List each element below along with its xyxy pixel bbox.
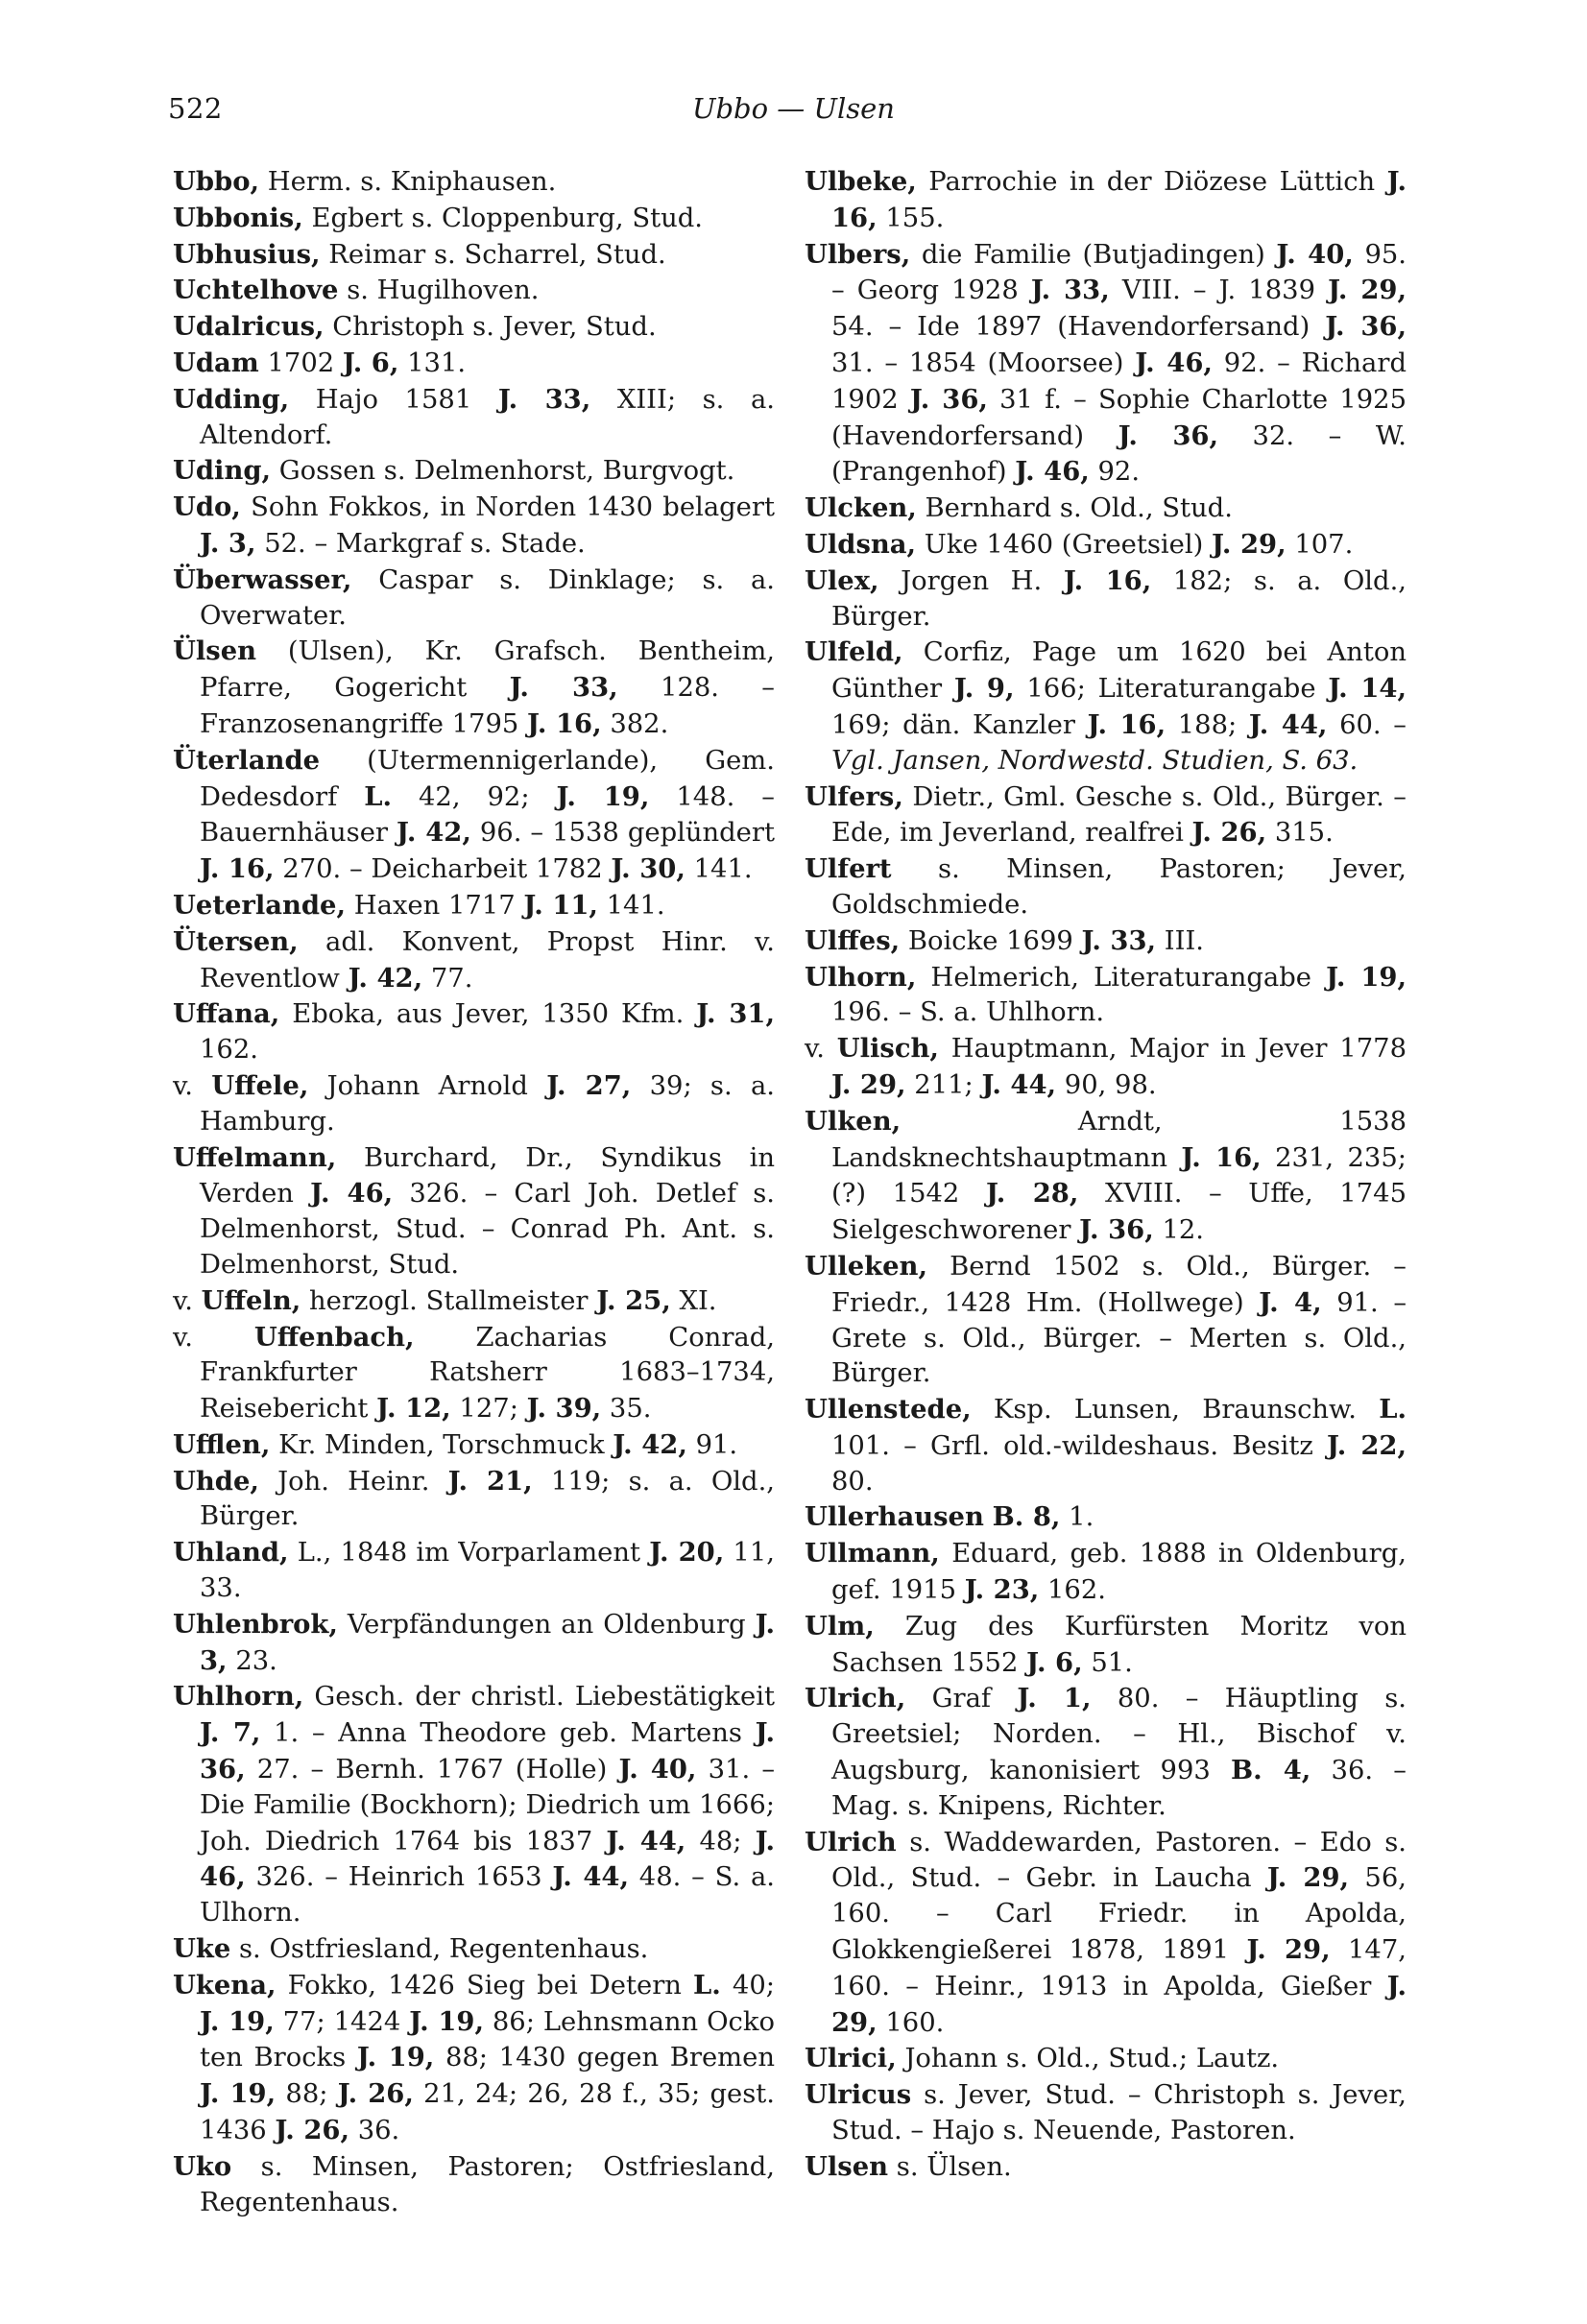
- index-entry: [805, 2077, 1407, 2149]
- entry-text: s. Ostfriesland, Regentenhaus.: [230, 1934, 649, 1965]
- entry-keyword: Ulricus: [805, 2079, 912, 2111]
- entry-keyword: J. 16,: [1087, 708, 1166, 740]
- entry-keyword: J. 27,: [546, 1069, 632, 1101]
- entry-text: 119; s. a. Old., Bürger.: [200, 1466, 775, 1532]
- entry-keyword: J. 33,: [509, 672, 618, 704]
- entry-keyword: Uhlhorn,: [173, 1681, 304, 1713]
- entry-keyword: Ulfert: [805, 853, 892, 885]
- index-entry: [805, 491, 1407, 527]
- entry-keyword: Uding,: [173, 455, 272, 487]
- entry-keyword: Ullenstede,: [805, 1394, 972, 1426]
- entry-keyword: J. 29,: [1246, 1934, 1331, 1966]
- entry-keyword: J. 3,: [200, 527, 256, 559]
- entry-text: v.: [173, 1322, 254, 1353]
- entry-text: 48. – S. a. Ulhorn.: [200, 1862, 775, 1929]
- index-entry: [173, 1679, 775, 1931]
- index-entry: [805, 527, 1407, 563]
- entry-keyword: J. 44,: [1248, 708, 1328, 740]
- entry-text: 92. – Richard 1902: [831, 347, 1407, 415]
- index-entry: [805, 923, 1407, 960]
- entry-keyword: Ueterlande,: [173, 889, 347, 921]
- entry-keyword: J. 33,: [497, 383, 591, 415]
- entry-keyword: Ulisch,: [836, 1033, 939, 1065]
- entry-text: Burchard, Dr., Syndikus in Verden: [200, 1142, 775, 1210]
- entry-keyword: Üterlande: [173, 744, 321, 776]
- entry-text: 77; 1424: [274, 2006, 410, 2037]
- entry-keyword: Udam: [173, 347, 259, 378]
- index-entry: [173, 1320, 775, 1427]
- index-entry: [173, 237, 775, 274]
- entry-text: 52. – Markgraf s. Stade.: [255, 528, 586, 559]
- entry-keyword: J. 11,: [523, 889, 598, 921]
- entry-text: Johann s. Old., Stud.; Lautz.: [896, 2044, 1280, 2074]
- entry-keyword: L.: [364, 780, 392, 812]
- entry-keyword: J. 46,: [1135, 347, 1213, 378]
- entry-text: s. Minsen, Pastoren; Ostfriesland, Regentenhaus.: [200, 2151, 775, 2217]
- entry-text: Johann Arnold: [308, 1070, 547, 1101]
- entry-keyword: Ubbo,: [173, 166, 259, 197]
- entry-keyword: Ulsen: [805, 2150, 889, 2182]
- entry-text: 86; Lehnsmann Ocko ten Brocks: [200, 2006, 775, 2073]
- entry-text: 141.: [597, 890, 665, 921]
- index-entry: [173, 1607, 775, 1680]
- entry-text: (Utermennigerlande), Gem. Dedesdorf: [200, 745, 775, 812]
- entry-text: adl. Konvent, Propst Hinr. v. Reventlow: [200, 926, 775, 994]
- entry-text: Vgl. Jansen, Nordwestd. Studien, S. 63.: [831, 745, 1359, 776]
- entry-text: 91. – Grete s. Old., Bürger. – Merten s. Old., Bürger.: [831, 1287, 1407, 1389]
- entry-text: XIII; s. a. Altendorf.: [200, 384, 776, 450]
- entry-text: Haxen 1717: [346, 890, 524, 921]
- index-entry: [173, 634, 775, 742]
- entry-keyword: B. 4,: [1231, 1755, 1311, 1786]
- entry-keyword: Ulex,: [805, 564, 879, 596]
- entry-keyword: Ullerhausen: [805, 1501, 984, 1533]
- entry-text: Ksp. Lunsen, Braunschw.: [971, 1395, 1380, 1426]
- entry-keyword: Udo,: [173, 491, 241, 523]
- entry-text: 54. – Ide 1897 (Havendorfersand): [831, 312, 1326, 343]
- entry-keyword: Ullmann,: [805, 1538, 940, 1569]
- index-entry: [173, 164, 775, 201]
- index-entry: [173, 563, 775, 635]
- index-entry: [173, 1068, 775, 1140]
- entry-text: 95. – Georg 1928: [831, 239, 1407, 306]
- entry-text: 211;: [905, 1069, 982, 1100]
- entry-keyword: J. 30,: [611, 853, 685, 885]
- index-entry: [173, 1140, 775, 1283]
- entry-text: 91.: [686, 1429, 738, 1460]
- entry-keyword: J. 46,: [310, 1178, 394, 1210]
- entry-text: 35.: [601, 1394, 652, 1425]
- entry-text: (Ulsen), Kr. Grafsch. Bentheim, Pfarre, Gogericht: [200, 636, 775, 704]
- entry-text: Gesch. der christl. Liebestätigkeit: [303, 1682, 775, 1713]
- entry-text: Bernhard s. Old., Stud.: [916, 493, 1233, 524]
- entry-keyword: J. 33,: [1030, 275, 1110, 306]
- entry-text: Dietr., Gml. Gesche s. Old., Bürger. – Ede, im Jeverland, realfrei: [831, 781, 1407, 849]
- entry-text: 182; s. a. Old., Bürger.: [831, 565, 1407, 632]
- entry-text: Zug des Kurfürsten Moritz von Sachsen 1552: [831, 1611, 1407, 1678]
- entry-keyword: J. 20,: [649, 1537, 725, 1569]
- entry-keyword: Ulbers,: [805, 238, 911, 270]
- entry-text: 1. – Anna Theodore geb. Martens: [260, 1718, 756, 1749]
- entry-text: 169; dän. Kanzler: [831, 709, 1088, 740]
- entry-text: 80.: [831, 1466, 874, 1497]
- entry-text: 1702: [258, 347, 343, 378]
- entry-keyword: Ubhusius,: [173, 238, 321, 270]
- entry-text: v.: [805, 1034, 837, 1065]
- entry-keyword: Ulffes,: [805, 924, 901, 956]
- entry-text: Caspar s. Dinklage; s. a. Overwater.: [200, 564, 775, 631]
- index-entry: [173, 490, 775, 563]
- entry-text: Jorgen H.: [878, 565, 1064, 596]
- index-entry: [173, 382, 775, 454]
- entry-text: VIII. – J. 1839: [1109, 276, 1329, 306]
- index-entry: [805, 1499, 1407, 1536]
- entry-text: L., 1848 im Vorparlament: [288, 1538, 650, 1569]
- entry-text: 11, 33.: [200, 1538, 775, 1604]
- entry-keyword: J. 44,: [981, 1068, 1057, 1100]
- entry-keyword: J. 36,: [200, 1717, 776, 1785]
- entry-keyword: J. 19,: [356, 2042, 435, 2073]
- entry-text: s. Ülsen.: [888, 2151, 1012, 2182]
- entry-text: 141.: [685, 854, 753, 885]
- entry-text: 42, 92;: [392, 781, 557, 812]
- entry-text: 31 f. – Sophie Charlotte 1925 (Havendorfersand): [831, 384, 1407, 451]
- entry-keyword: J. 16,: [527, 707, 602, 739]
- entry-keyword: J. 42,: [613, 1428, 687, 1460]
- entry-keyword: Überwasser,: [173, 563, 352, 595]
- entry-text: 92.: [1089, 457, 1141, 488]
- entry-text: Verpfändungen an Oldenburg: [337, 1609, 756, 1640]
- entry-keyword: J. 44,: [606, 1825, 686, 1857]
- entry-keyword: Ulken,: [805, 1105, 902, 1137]
- entry-text: Reimar s. Scharrel, Stud.: [320, 239, 666, 270]
- entry-keyword: J. 21,: [447, 1465, 533, 1497]
- entry-keyword: Ulrich,: [805, 1683, 906, 1714]
- entry-text: v.: [173, 1070, 212, 1101]
- entry-keyword: J. 42,: [397, 817, 471, 849]
- entry-text: 27. – Bernh. 1767 (Holle): [245, 1755, 619, 1785]
- entry-text: 147, 160. – Heinr., 1913 in Apolda, Gießer: [831, 1935, 1407, 2001]
- entry-keyword: Ukena,: [173, 1969, 277, 2001]
- entry-keyword: Ulbeke,: [805, 166, 917, 197]
- entry-text: 231, 235; (?) 1542: [831, 1142, 1407, 1210]
- index-entry: [805, 1392, 1407, 1499]
- entry-keyword: J. 29,: [831, 1970, 1407, 2038]
- entry-keyword: J. 29,: [1266, 1862, 1350, 1894]
- page-number: 522: [168, 92, 223, 125]
- entry-text: 31. – 1854 (Moorsee): [831, 347, 1136, 378]
- entry-keyword: Uke: [173, 1933, 231, 1965]
- entry-keyword: Ulfers,: [805, 780, 903, 812]
- index-entry: [805, 2149, 1407, 2186]
- entry-keyword: J. 12,: [376, 1393, 451, 1425]
- entry-text: 127;: [450, 1394, 527, 1425]
- entry-keyword: Ulleken,: [805, 1250, 927, 1282]
- index-entry: [173, 273, 775, 309]
- index-entry: [173, 888, 775, 924]
- index-entry: [805, 1825, 1407, 2042]
- entry-keyword: L.: [1379, 1394, 1407, 1426]
- entry-text: Kr. Minden, Torschmuck: [270, 1429, 613, 1460]
- entry-text: Arndt, 1538 Landsknechtshauptmann: [831, 1106, 1407, 1173]
- entry-text: s. Jever, Stud. – Christoph s. Jever, Stud. – Hajo s. Neuende, Pastoren.: [831, 2080, 1407, 2146]
- entry-text: Hajo 1581: [289, 384, 498, 415]
- entry-keyword: J. 3,: [200, 1608, 775, 1676]
- entry-keyword: J. 36,: [1079, 1214, 1154, 1246]
- index-entry: [173, 201, 775, 237]
- index-entry: [805, 1031, 1407, 1104]
- entry-keyword: Uffelmann,: [173, 1141, 337, 1173]
- index-column-right: [805, 164, 1407, 2186]
- entry-text: Herm. s. Kniphausen.: [259, 167, 557, 197]
- index-entry: [173, 1931, 775, 1968]
- entry-keyword: Ülsen: [173, 635, 257, 667]
- entry-keyword: Uffenbach,: [253, 1321, 415, 1353]
- index-entry: [173, 1283, 775, 1320]
- entry-keyword: J. 1,: [1017, 1683, 1092, 1714]
- entry-keyword: L.: [693, 1969, 721, 2001]
- entry-text: 12.: [1153, 1215, 1205, 1246]
- entry-text: 326. – Carl Joh. Detlef s. Delmenhorst, Stud. – Conrad Ph. Ant. s. Delmenhorst, Stud.: [200, 1179, 775, 1280]
- entry-keyword: J. 40,: [1276, 238, 1354, 270]
- entry-text: Fokko, 1426 Sieg bei Detern: [276, 1970, 694, 2001]
- index-entry: [173, 453, 775, 490]
- entry-keyword: J. 29,: [1328, 275, 1407, 306]
- entry-keyword: Ubbonis,: [173, 202, 303, 233]
- entry-text: 36.: [349, 2116, 400, 2146]
- entry-text: XI.: [670, 1285, 717, 1316]
- entry-keyword: J. 22,: [1326, 1429, 1407, 1461]
- entry-keyword: J. 4,: [1259, 1286, 1322, 1318]
- entry-text: Eboka, aus Jever, 1350 Kfm.: [279, 999, 697, 1030]
- entry-text: herzogl. Stallmeister: [301, 1285, 597, 1316]
- entry-keyword: J. 16,: [200, 853, 275, 885]
- entry-text: III.: [1156, 925, 1204, 956]
- entry-keyword: Ulrich: [805, 1826, 897, 1857]
- index-entry: [805, 1681, 1407, 1824]
- index-entry: [805, 635, 1407, 779]
- entry-text: 326. – Heinrich 1653: [245, 1862, 553, 1893]
- entry-text: 23.: [227, 1645, 277, 1676]
- entry-keyword: J. 7,: [200, 1717, 261, 1749]
- entry-keyword: B. 8,: [992, 1501, 1061, 1533]
- index-entry: [805, 563, 1407, 635]
- entry-text: s. Hugilhoven.: [338, 276, 540, 306]
- entry-text: Gossen s. Delmenhorst, Burgvogt.: [271, 456, 735, 487]
- entry-text: 162.: [200, 1035, 258, 1066]
- entry-keyword: J. 31,: [696, 998, 775, 1030]
- entry-keyword: J. 19,: [200, 2005, 275, 2037]
- entry-text: Boicke 1699: [900, 925, 1082, 956]
- entry-keyword: J. 9,: [953, 673, 1015, 705]
- entry-keyword: J. 46,: [1015, 456, 1090, 488]
- index-entry: [805, 779, 1407, 852]
- entry-text: v.: [173, 1285, 202, 1316]
- entry-text: 56, 160. – Carl Friedr. in Apolda, Glokkengießerei 1878, 1891: [831, 1863, 1407, 1966]
- entry-text: [984, 1502, 993, 1532]
- entry-keyword: J. 16,: [1063, 564, 1152, 596]
- entry-text: Corfiz, Page um 1620 bei Anton Günther: [831, 637, 1407, 705]
- entry-keyword: J. 40,: [618, 1754, 697, 1785]
- index-entry: [173, 2149, 775, 2221]
- entry-text: 155.: [877, 203, 945, 233]
- entry-keyword: Ulfeld,: [805, 636, 903, 668]
- entry-keyword: Uhlenbrok,: [173, 1608, 338, 1640]
- entry-keyword: J. 36,: [909, 383, 988, 415]
- entry-text: Joh. Heinr.: [258, 1466, 448, 1497]
- index-entry: [805, 1104, 1407, 1249]
- entry-keyword: Uffana,: [173, 998, 280, 1030]
- entry-keyword: Ütersen,: [173, 925, 299, 957]
- entry-keyword: Udding,: [173, 383, 290, 415]
- entry-keyword: J. 16,: [831, 166, 1407, 233]
- entry-text: 162.: [1039, 1575, 1106, 1606]
- entry-text: Zacharias Conrad, Frankfurter Ratsherr 1683–1734, Reisebericht: [200, 1322, 775, 1425]
- index-entry: [805, 2041, 1407, 2077]
- index-entry: [173, 1968, 775, 2149]
- entry-text: 21, 24; 26, 28 f., 35; gest. 1436: [200, 2079, 775, 2146]
- index-column-left: [173, 164, 775, 2220]
- entry-keyword: J. 26,: [1191, 817, 1267, 849]
- entry-text: 40;: [720, 1970, 775, 2001]
- entry-keyword: J. 19,: [409, 2005, 484, 2037]
- entry-text: Eduard, geb. 1888 in Oldenburg, gef. 1915: [831, 1539, 1407, 1606]
- entry-keyword: J. 29,: [1212, 528, 1286, 560]
- index-entry: [173, 309, 775, 346]
- entry-keyword: Ufflen,: [173, 1428, 271, 1460]
- index-entry: [805, 1249, 1407, 1392]
- entry-keyword: J. 19,: [556, 780, 650, 812]
- entry-keyword: J. 29,: [831, 1068, 906, 1100]
- entry-text: 48;: [685, 1826, 756, 1857]
- entry-text: Bernd 1502 s. Old., Bürger. – Friedr., 1428 Hm. (Hollwege): [831, 1251, 1407, 1318]
- entry-text: Graf: [905, 1684, 1018, 1714]
- entry-keyword: J. 46,: [200, 1825, 775, 1893]
- entry-text: 80. – Häuptling s. Greetsiel; Norden. – Hl., Bischof v. Augsburg, kanonisiert 993: [831, 1684, 1407, 1786]
- entry-keyword: J. 42,: [348, 962, 423, 994]
- index-entry: [805, 1609, 1407, 1682]
- entry-text: Christoph s. Jever, Stud.: [324, 312, 657, 343]
- index-entry: [173, 924, 775, 997]
- entry-text: 39; s. a. Hamburg.: [200, 1070, 775, 1137]
- entry-text: 196. – S. a. Uhlhorn.: [831, 997, 1105, 1028]
- entry-keyword: J. 36,: [1325, 311, 1407, 343]
- entry-keyword: Ulcken,: [805, 492, 917, 524]
- entry-keyword: Ulm,: [805, 1610, 875, 1641]
- entry-text: XVIII. – Uffe, 1745 Sielgeschworener: [831, 1179, 1407, 1246]
- entry-text: 160.: [877, 2007, 945, 2038]
- index-entry: [173, 1427, 775, 1464]
- entry-keyword: Uhde,: [173, 1465, 259, 1497]
- entry-keyword: J. 26,: [337, 2078, 414, 2110]
- entry-text: Sohn Fokkos, in Norden 1430 belagert: [240, 492, 775, 523]
- entry-keyword: Uchtelhove: [173, 275, 339, 306]
- entry-text: Hauptmann, Major in Jever 1778: [938, 1034, 1407, 1065]
- entry-text: 382.: [601, 708, 669, 739]
- entry-text: 31. – Die Familie (Bockhorn); Diedrich um 1666; Joh. Diedrich 1764 bis 1837: [200, 1755, 776, 1857]
- entry-text: 1.: [1060, 1502, 1094, 1533]
- running-head: Ubbo — Ulsen: [692, 92, 895, 125]
- entry-keyword: J. 19,: [200, 2078, 277, 2110]
- entry-text: 90, 98.: [1056, 1069, 1157, 1100]
- index-entry: [805, 164, 1407, 237]
- entry-text: 131.: [398, 347, 467, 378]
- index-entry: [173, 346, 775, 382]
- entry-text: Egbert s. Cloppenburg, Stud.: [302, 203, 703, 233]
- entry-keyword: J. 23,: [964, 1574, 1040, 1606]
- entry-text: die Familie (Butjadingen): [910, 239, 1277, 270]
- entry-keyword: Udalricus,: [173, 311, 325, 343]
- entry-text: 270. – Deicharbeit 1782: [274, 854, 612, 885]
- entry-keyword: J. 25,: [596, 1284, 671, 1316]
- entry-text: s. Waddewarden, Pastoren. – Edo s. Old., Stud. – Gebr. in Laucha: [831, 1827, 1407, 1894]
- entry-keyword: Ulrici,: [805, 2043, 897, 2074]
- entry-text: 107.: [1286, 529, 1354, 560]
- entry-text: 101. – Grfl. old.-wildeshaus. Besitz: [831, 1430, 1327, 1461]
- entry-keyword: J. 36,: [1118, 419, 1218, 451]
- index-entry: [805, 851, 1407, 923]
- index-entry: [805, 1536, 1407, 1609]
- entry-text: 96. – 1538 geplündert: [470, 818, 775, 849]
- entry-text: 128. – Franzosenangriffe 1795: [200, 673, 775, 739]
- entry-keyword: J. 28,: [985, 1178, 1079, 1210]
- entry-keyword: Uhland,: [173, 1537, 289, 1569]
- entry-keyword: J. 39,: [526, 1393, 602, 1425]
- entry-keyword: J. 16,: [1181, 1141, 1262, 1173]
- index-entry: [173, 1464, 775, 1536]
- entry-keyword: Uffeln,: [201, 1284, 301, 1316]
- entry-text: 166; Literaturangabe: [1014, 674, 1329, 705]
- entry-text: Helmerich, Literaturangabe: [916, 962, 1327, 993]
- index-entry: [173, 1535, 775, 1607]
- entry-text: 88;: [276, 2079, 338, 2110]
- index-entry: [805, 960, 1407, 1032]
- entry-text: 32. – W. (Prangenhof): [831, 420, 1407, 488]
- entry-keyword: J. 6,: [342, 347, 399, 378]
- entry-text: 77.: [422, 963, 473, 994]
- entry-text: 51.: [1082, 1647, 1133, 1678]
- entry-keyword: J. 26,: [275, 2115, 349, 2146]
- entry-text: 148. – Bauernhäuser: [200, 781, 775, 849]
- entry-keyword: J. 6,: [1026, 1646, 1083, 1678]
- entry-text: s. Minsen, Pastoren; Jever, Goldschmiede.: [831, 854, 1407, 920]
- entry-keyword: J. 33,: [1081, 924, 1157, 956]
- entry-text: 88; 1430 gegen Bremen: [434, 2043, 775, 2073]
- entry-keyword: J. 14,: [1328, 673, 1407, 705]
- entry-text: Parrochie in der Diözese Lüttich: [916, 167, 1387, 197]
- entry-keyword: J. 44,: [552, 1861, 630, 1893]
- entry-text: Uke 1460 (Greetsiel): [916, 529, 1213, 560]
- entry-keyword: Uldsna,: [805, 528, 917, 560]
- entry-keyword: J. 19,: [1326, 961, 1407, 993]
- entry-keyword: Ulhorn,: [805, 961, 917, 993]
- entry-text: 60. –: [1327, 709, 1407, 740]
- entry-keyword: Uffele,: [211, 1069, 309, 1101]
- entry-keyword: Uko: [173, 2150, 232, 2182]
- entry-text: 188;: [1166, 709, 1249, 740]
- index-entry: [805, 237, 1407, 491]
- entry-text: 315.: [1266, 818, 1334, 849]
- entry-text: 36. – Mag. s. Knipens, Richter.: [831, 1756, 1407, 1821]
- index-entry: [173, 743, 775, 888]
- index-entry: [173, 996, 775, 1068]
